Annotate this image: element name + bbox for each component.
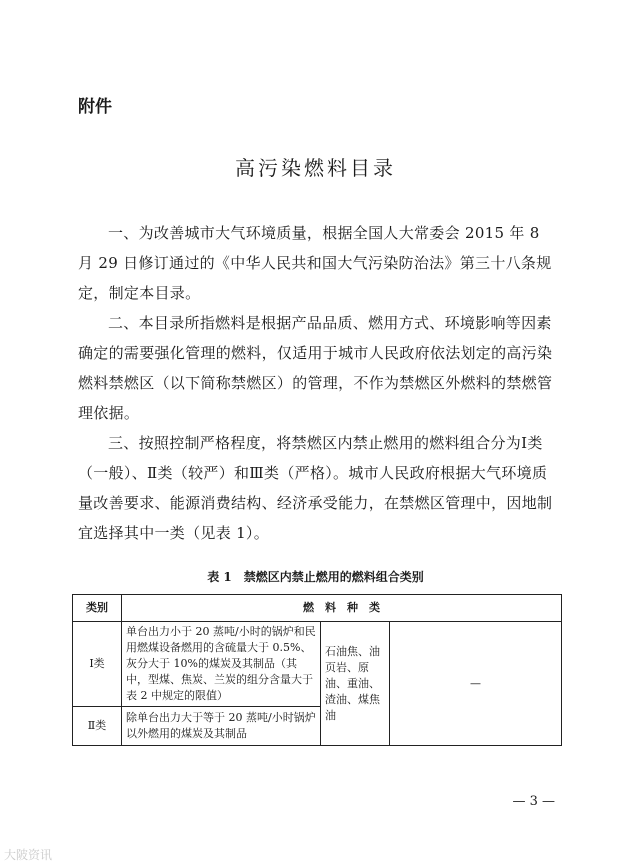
- category-3-dash: —: [390, 622, 562, 746]
- row-category-1: Ⅰ类: [73, 622, 122, 707]
- page-number: — 3 —: [512, 794, 555, 809]
- header-category: 类别: [73, 595, 122, 622]
- oil-fuels-cell: 石油焦、油页岩、原油、重油、渣油、煤焦油: [321, 622, 390, 746]
- row-category-2: Ⅱ类: [73, 707, 122, 746]
- fuel-category-table: [72, 594, 562, 746]
- table-row: [73, 622, 562, 707]
- paragraph-1: 一、为改善城市大气环境质量，根据全国人大常委会 2015 年 8 月 29 日修订通过的《中华人民共和国大气污染防治法》第三十八条规定，制定本目录。: [78, 224, 552, 302]
- row-description-1: 单台出力小于 20 蒸吨/小时的锅炉和民用燃煤设备燃用的含硫量大于 0.5%、灰分大于 10%的煤炭及其制品（其中，型煤、焦炭、兰炭的组分含量大于表 2 中规定的限值）: [122, 622, 321, 707]
- row-description-2: 除单台出力大于等于 20 蒸吨/小时锅炉以外燃用的煤炭及其制品: [122, 707, 321, 746]
- paragraph-2: 二、本目录所指燃料是根据产品品质、燃用方式、环境影响等因素确定的需要强化管理的燃料，仅适用于城市人民政府依法划定的高污染燃料禁燃区（以下简称禁燃区）的管理，不作为禁燃区外燃料的禁燃管理依据。: [78, 314, 553, 422]
- watermark: 大陂资讯: [4, 848, 53, 862]
- paragraph-3: 三、按照控制严格程度，将禁燃区内禁止燃用的燃料组合分为Ⅰ类（一般）、Ⅱ类（较严）和Ⅲ类（严格）。城市人民政府根据大气环境质量改善要求、能源消费结构、经济承受能力，在禁燃区管理中，因地制宜选择其中一类（见表 1）。: [78, 434, 553, 542]
- table-caption: 表 1 禁燃区内禁止燃用的燃料组合类别: [207, 570, 424, 584]
- page-title: 高污染燃料目录: [235, 156, 396, 180]
- table-header-row: [73, 595, 562, 622]
- attachment-label: 附件: [78, 97, 112, 117]
- header-fuel-types: 燃 料 种 类: [122, 595, 562, 622]
